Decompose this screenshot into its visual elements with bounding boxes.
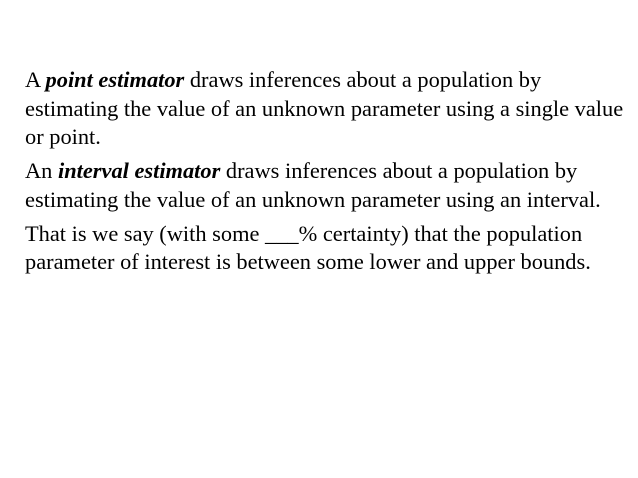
paragraph-certainty: That is we say (with some ___% certainty) that the population parameter of interest is between some lower and upper bounds. bbox=[25, 220, 591, 274]
paragraph-text: draws inferences about a population by estimating the value of an unknown parameter using an interval. bbox=[25, 158, 601, 212]
term-interval-estimator: interval estimator bbox=[57, 158, 221, 183]
paragraph-text: draws inferences about a population by estimating the value of an unknown parameter using a single value or point. bbox=[25, 67, 624, 149]
slide-body bbox=[25, 66, 631, 282]
paragraph-lead: An bbox=[25, 158, 58, 183]
term-point-estimator: point estimator bbox=[45, 67, 185, 92]
paragraph-lead: A bbox=[25, 67, 46, 92]
paragraph-interval-estimator bbox=[25, 157, 631, 214]
paragraph-point-estimator bbox=[25, 66, 631, 152]
